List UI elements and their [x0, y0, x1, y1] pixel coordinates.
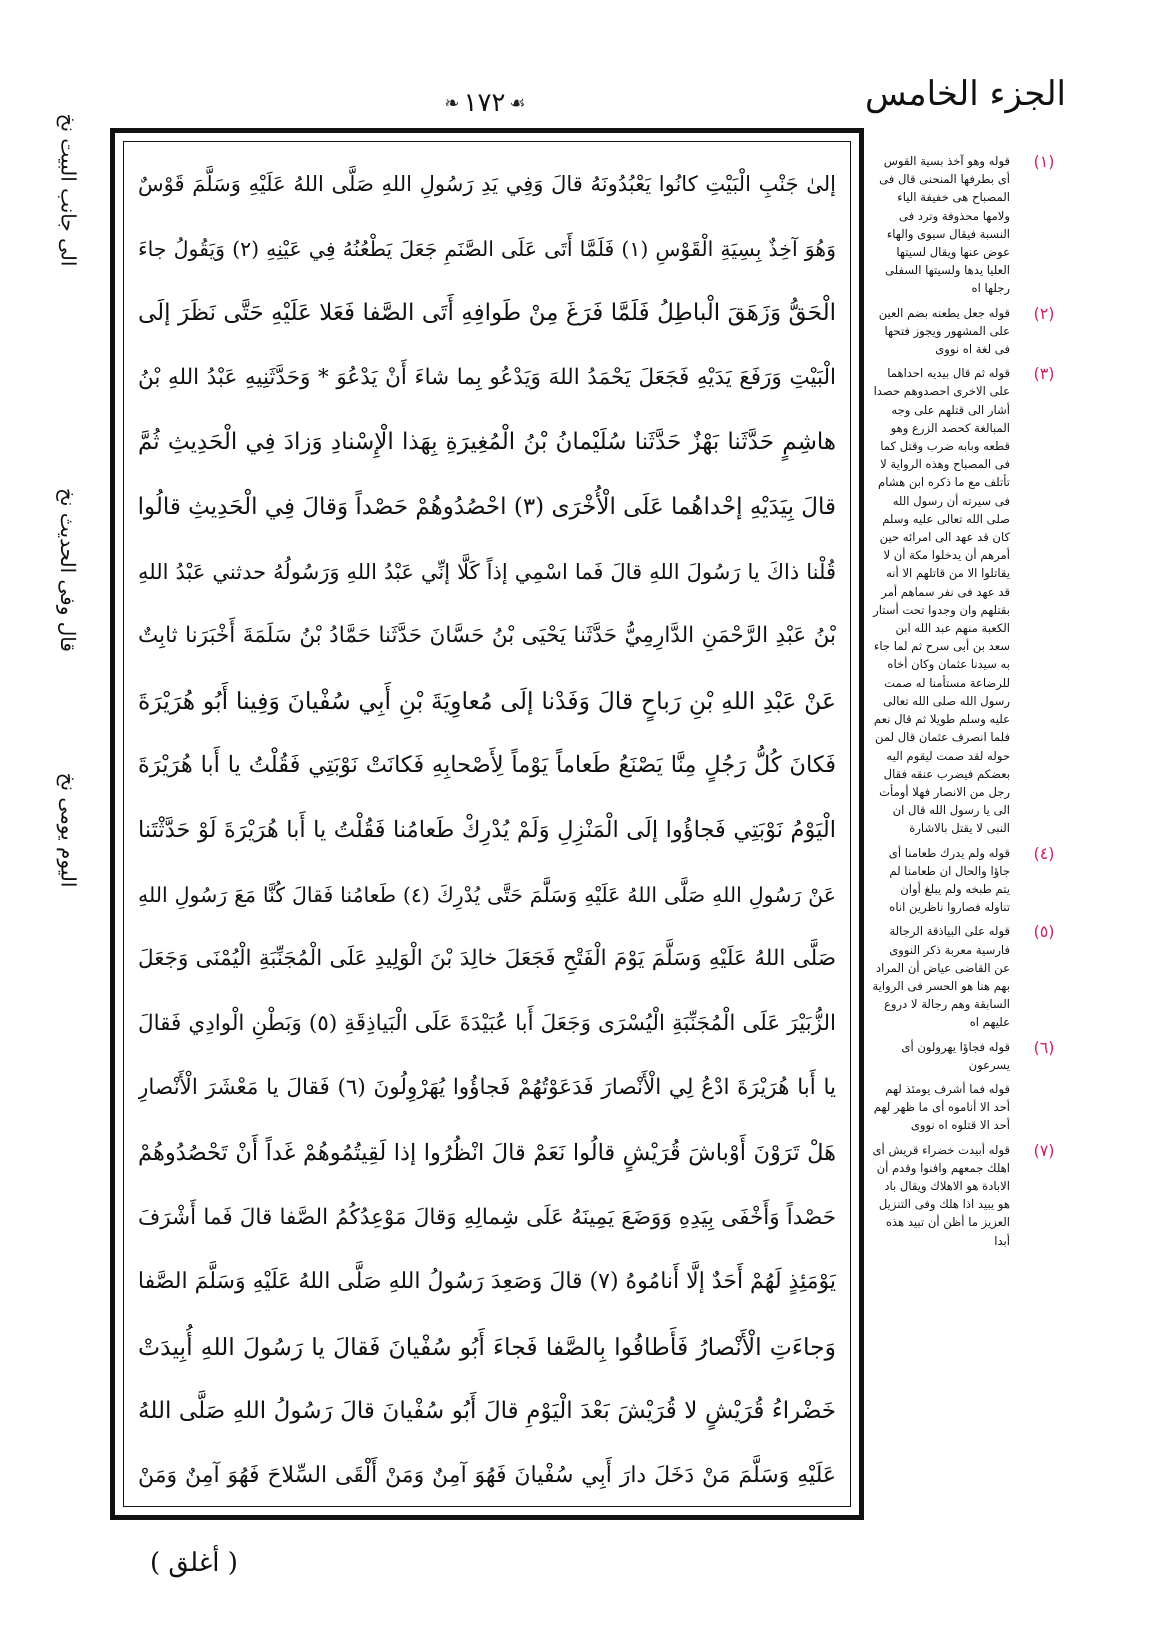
main-text-line: يا أَبا هُرَيْرَةَ ادْعُ لِي الْأَنْصارَ فَدَعَوْتُهُمْ فَجاؤُوا يُهَرْوِلُونَ (٦) فَقالَ يا مَعْشَرَ الْأَنْصارِ — [138, 1075, 836, 1101]
main-text-line: الْحَقُّ وَزَهَقَ الْباطِلُ فَلَمَّا فَرَغَ مِنْ طَوافِهِ أَتَى الصَّفا فَعَلا عَلَيْهِ حَتَّى نَظَرَ إلَى — [138, 300, 836, 327]
main-text-line: الزُّبَيْرَ عَلَى الْمُجَنِّبَةِ الْيُسْرَى وَجَعَلَ أَبا عُبَيْدَةَ عَلَى الْبَياذِقَةِ (٥) وَبَطْنِ الْوادِي فَقالَ — [138, 1010, 836, 1036]
margin-variant-2 — [40, 440, 96, 700]
footnote — [872, 364, 1062, 837]
main-text-inner-frame — [123, 141, 851, 1507]
main-text-body — [138, 152, 836, 1500]
footnote-number: (٥) — [1033, 922, 1055, 942]
footnote-text: قوله فما أشرف يومئذ لهم أحد الا أناموه أى ما ظهر لهم أحد الا قتلوه اه نووى — [873, 1081, 1010, 1133]
main-text-line: قالَ بِيَدَيْهِ إحْداهُما عَلَى الْأُخْرَى (٣) احْصُدُوهُمْ حَصْداً وَقالَ فِي الْحَدِيثِ قالُوا — [138, 493, 836, 520]
main-text-line: الْيَوْمُ نَوْبَتِي فَجاؤُوا إلَى الْمَنْزِلِ وَلَمْ يُدْرِكْ طَعامُنا فَقُلْتُ يا أَبا هُرَيْرَةَ لَوْ حَدَّثْتَنا — [138, 816, 836, 843]
catchword: ( أغلق ) — [150, 1548, 238, 1578]
footnote-text: قوله وهو آخذ بسية القوس أى بطرفها المنحنى قال فى المصباح هى خفيفة الياء ولامها محذوفة وترد فى النسبة فيقال سيوى والهاء عوض عنها ويقال لسيتها العليا يدها ولسيتها السفلى رجلها اه — [879, 154, 1010, 296]
footnote-text: قوله على البياذقة الرجالة فارسية معربة ذكر النووى عن القاضى عياض أن المراد بهم هنا هو الحسر فى الرواية السابقة وهم رجالة لا دروع عليهم اه — [872, 924, 1010, 1030]
footnote — [872, 152, 1062, 298]
margin-variant-text: الى جانب البيت نخ — [56, 113, 81, 267]
main-text-line: هاشِمٍ حَدَّثَنا بَهْزٌ حَدَّثَنا سُلَيْمانُ بْنُ الْمُغِيرَةِ بِهَذا الْإِسْنادِ وَزادَ فِي الْحَدِيثِ ثُمَّ — [138, 429, 836, 456]
footnote-text: قوله جعل يطعنه بضم العين على المشهور ويجوز فتحها فى لغة اه نووى — [878, 305, 1010, 357]
margin-variant-text: قال وفى الحديث نخ — [56, 488, 81, 652]
footnote-number: (٧) — [1033, 1140, 1055, 1160]
footnote — [872, 922, 1062, 1031]
main-text-line: قُلْنا ذاكَ يا رَسُولَ اللهِ قالَ فَما اسْمِي إذاً كَلَّا إنِّي عَبْدُ اللهِ وَرَسُولُهُ حدثني عَبْدُ اللهِ — [138, 559, 836, 584]
footnote — [872, 1080, 1062, 1135]
main-text-line: الْبَيْتِ وَرَفَعَ يَدَيْهِ فَجَعَلَ يَحْمَدُ اللهَ وَيَدْعُو بِما شاءَ أَنْ يَدْعُوَ * وَحَدَّثَنِيهِ عَبْدُ اللهِ بْنُ — [138, 364, 836, 390]
footnote — [872, 844, 1062, 917]
margin-variant-3 — [40, 700, 96, 960]
main-text-line: خَضْراءُ قُرَيْشٍ لا قُرَيْشَ بَعْدَ الْيَوْمِ قالَ أَبُو سُفْيانَ قالَ رَسُولُ اللهِ صَلَّى اللهُ — [138, 1398, 836, 1425]
margin-variant-text: اليوم يومى نخ — [56, 772, 80, 888]
footnote-text: قوله ثم قال بيديه احداهما على الاخرى احصدوهم حصدا أشار الى قتلهم على وجه المبالغة كحصد الزرع وهو قطعه وبابه ضرب وقتل كما فى المصباح وهذه الرواية لا تأتلف مع ما ذكره ابن هشام فى سيرته أن رسول الله صلى الله تعالى عليه وسلم كان قد عهد الى امرائه حين أمرهم أن يدخلوا مكة أن لا يقاتلوا الا من قاتلهم الا أنه قد عهد فى نفر سماهم أمر بقتلهم وان وجدوا تحت أستار الكعبة منهم عبد الله ابن سعد بن أبى سرح ثم لما جاء به سيدنا عثمان وكان أخاه للرضاعة مستأمنا له صمت رسول الله صلى الله تعالى عليه وسلم طويلا ثم قال نعم فلما انصرف عثمان قال لمن حوله لقد صمت ليقوم اليه بعضكم فيضرب عنقه فقال رجل من الانصار فهلا أومأت الى يا رسول الله قال ان النبى لا يقتل بالاشارة — [873, 366, 1010, 836]
main-text-line: عَنْ رَسُولِ اللهِ صَلَّى اللهُ عَلَيْهِ وَسَلَّمَ حَتَّى يُدْرِكَ (٤) طَعامُنا فَقالَ كُنَّا مَعَ رَسُولِ اللهِ — [138, 882, 836, 907]
main-text-line: وَهُوَ آخِذٌ بِسِيَةِ الْقَوْسِ (١) فَلَمَّا أَتَى عَلَى الصَّنَمِ جَعَلَ يَطْعُنُهُ فِي عَيْنِهِ (٢) وَيَقُولُ جاءَ — [138, 236, 836, 261]
marginal-notes-column — [872, 152, 1062, 1538]
footnote-text: قوله أبيدت خضراء قريش أى اهلك جمعهم وافنوا وقدم أن الابادة هو الاهلاك ويقال باد هو يبيد اذا هلك وفى التنزيل العزيز ما أظن أن تبيد هذه أبدا — [872, 1142, 1010, 1248]
footnote-text: قوله فجاؤا يهرولون أى يسرعون — [901, 1039, 1010, 1072]
main-text-line: فَكانَ كُلُّ رَجُلٍ مِنَّا يَصْنَعُ طَعاماً يَوْماً لِأَصْحابِهِ فَكانَتْ نَوْبَتِي فَقُلْتُ يا أَبا هُرَيْرَةَ — [138, 752, 836, 779]
footnote — [872, 1141, 1062, 1250]
main-text-frame — [110, 128, 864, 1520]
main-text-line: وَجاءَتِ الْأَنْصارُ فَأَطافُوا بِالصَّفا فَجاءَ أَبُو سُفْيانَ فَقالَ يا رَسُولَ اللهِ أُبِيدَتْ — [138, 1332, 836, 1361]
main-text-line: عَنْ عَبْدِ اللهِ بْنِ رَباحٍ قالَ وَفَدْنا إلَى مُعاوِيَةَ بْنِ أَبِي سُفْيانَ وَفِينا أَبُو هُرَيْرَةَ — [138, 686, 836, 715]
footnote — [872, 304, 1062, 359]
main-text-line: عَلَيْهِ وَسَلَّمَ مَنْ دَخَلَ دارَ أَبِي سُفْيانَ فَهُوَ آمِنٌ وَمَنْ أَلْقَى السِّلاحَ فَهُوَ آمِنٌ وَمَنْ — [138, 1462, 836, 1488]
footnote-number: (٣) — [1033, 364, 1055, 384]
main-text-line: يَوْمَئِذٍ لَهُمْ أَحَدٌ إلَّا أَنامُوهُ (٧) قالَ وَصَعِدَ رَسُولُ اللهِ صَلَّى اللهُ عَلَيْهِ وَسَلَّمَ الصَّفا — [138, 1269, 836, 1295]
ornament-left-icon: ❧ — [444, 92, 460, 114]
part-title: الجزء الخامس — [865, 74, 1066, 114]
footnote-number: (٤) — [1033, 843, 1055, 863]
main-text-line: بْنُ عَبْدِ الرَّحْمَنِ الدَّارِمِيُّ حَدَّثَنا يَحْيَى بْنُ حَسَّانَ حَدَّثَنا حَمَّادُ بْنُ سَلَمَةَ أَخْبَرَنا ثابِتٌ — [138, 623, 836, 649]
footnote-text: قوله ولم يدرك طعامنا أى جاؤا والحال ان طعامنا لم يتم طبخه ولم يبلغ أوان تناوله فصاروا ناظرين اناه — [888, 845, 1010, 915]
page-number-ornament — [420, 82, 550, 124]
footnote — [872, 1038, 1062, 1074]
main-text-line: هَلْ تَرَوْنَ أَوْباشَ قُرَيْشٍ قالُوا نَعَمْ قالَ انْظُرُوا إذا لَقِيتُمُوهُمْ غَداً أَنْ تَحْصُدُوهُمْ — [138, 1139, 836, 1166]
ornament-right-icon: ☙ — [509, 92, 526, 114]
main-text-line: صَلَّى اللهُ عَلَيْهِ وَسَلَّمَ يَوْمَ الْفَتْحِ فَجَعَلَ خالِدَ بْنَ الْوَلِيدِ عَلَى الْمُجَنِّبَةِ الْيُمْنَى وَجَعَلَ — [138, 946, 836, 972]
footnote-number: (١) — [1033, 152, 1055, 171]
footnote-number: (٢) — [1033, 303, 1055, 323]
main-text-line: حَصْداً وَأَخْفَى بِيَدِهِ وَوَضَعَ يَمِينَهُ عَلَى شِمالِهِ وَقالَ مَوْعِدُكُمُ الصَّفا قالَ فَما أَشْرَفَ — [138, 1204, 836, 1230]
main-text-line: إلىٰ جَنْبِ الْبَيْتِ كانُوا يَعْبُدُونَهُ قالَ وَفِي يَدِ رَسُولِ اللهِ صَلَّى اللهُ عَلَيْهِ وَسَلَّمَ قَوْسٌ — [138, 172, 836, 196]
margin-variant-1 — [40, 60, 96, 320]
footnote-number: (٦) — [1033, 1037, 1055, 1057]
page-number: ١٧٢ — [463, 88, 506, 118]
